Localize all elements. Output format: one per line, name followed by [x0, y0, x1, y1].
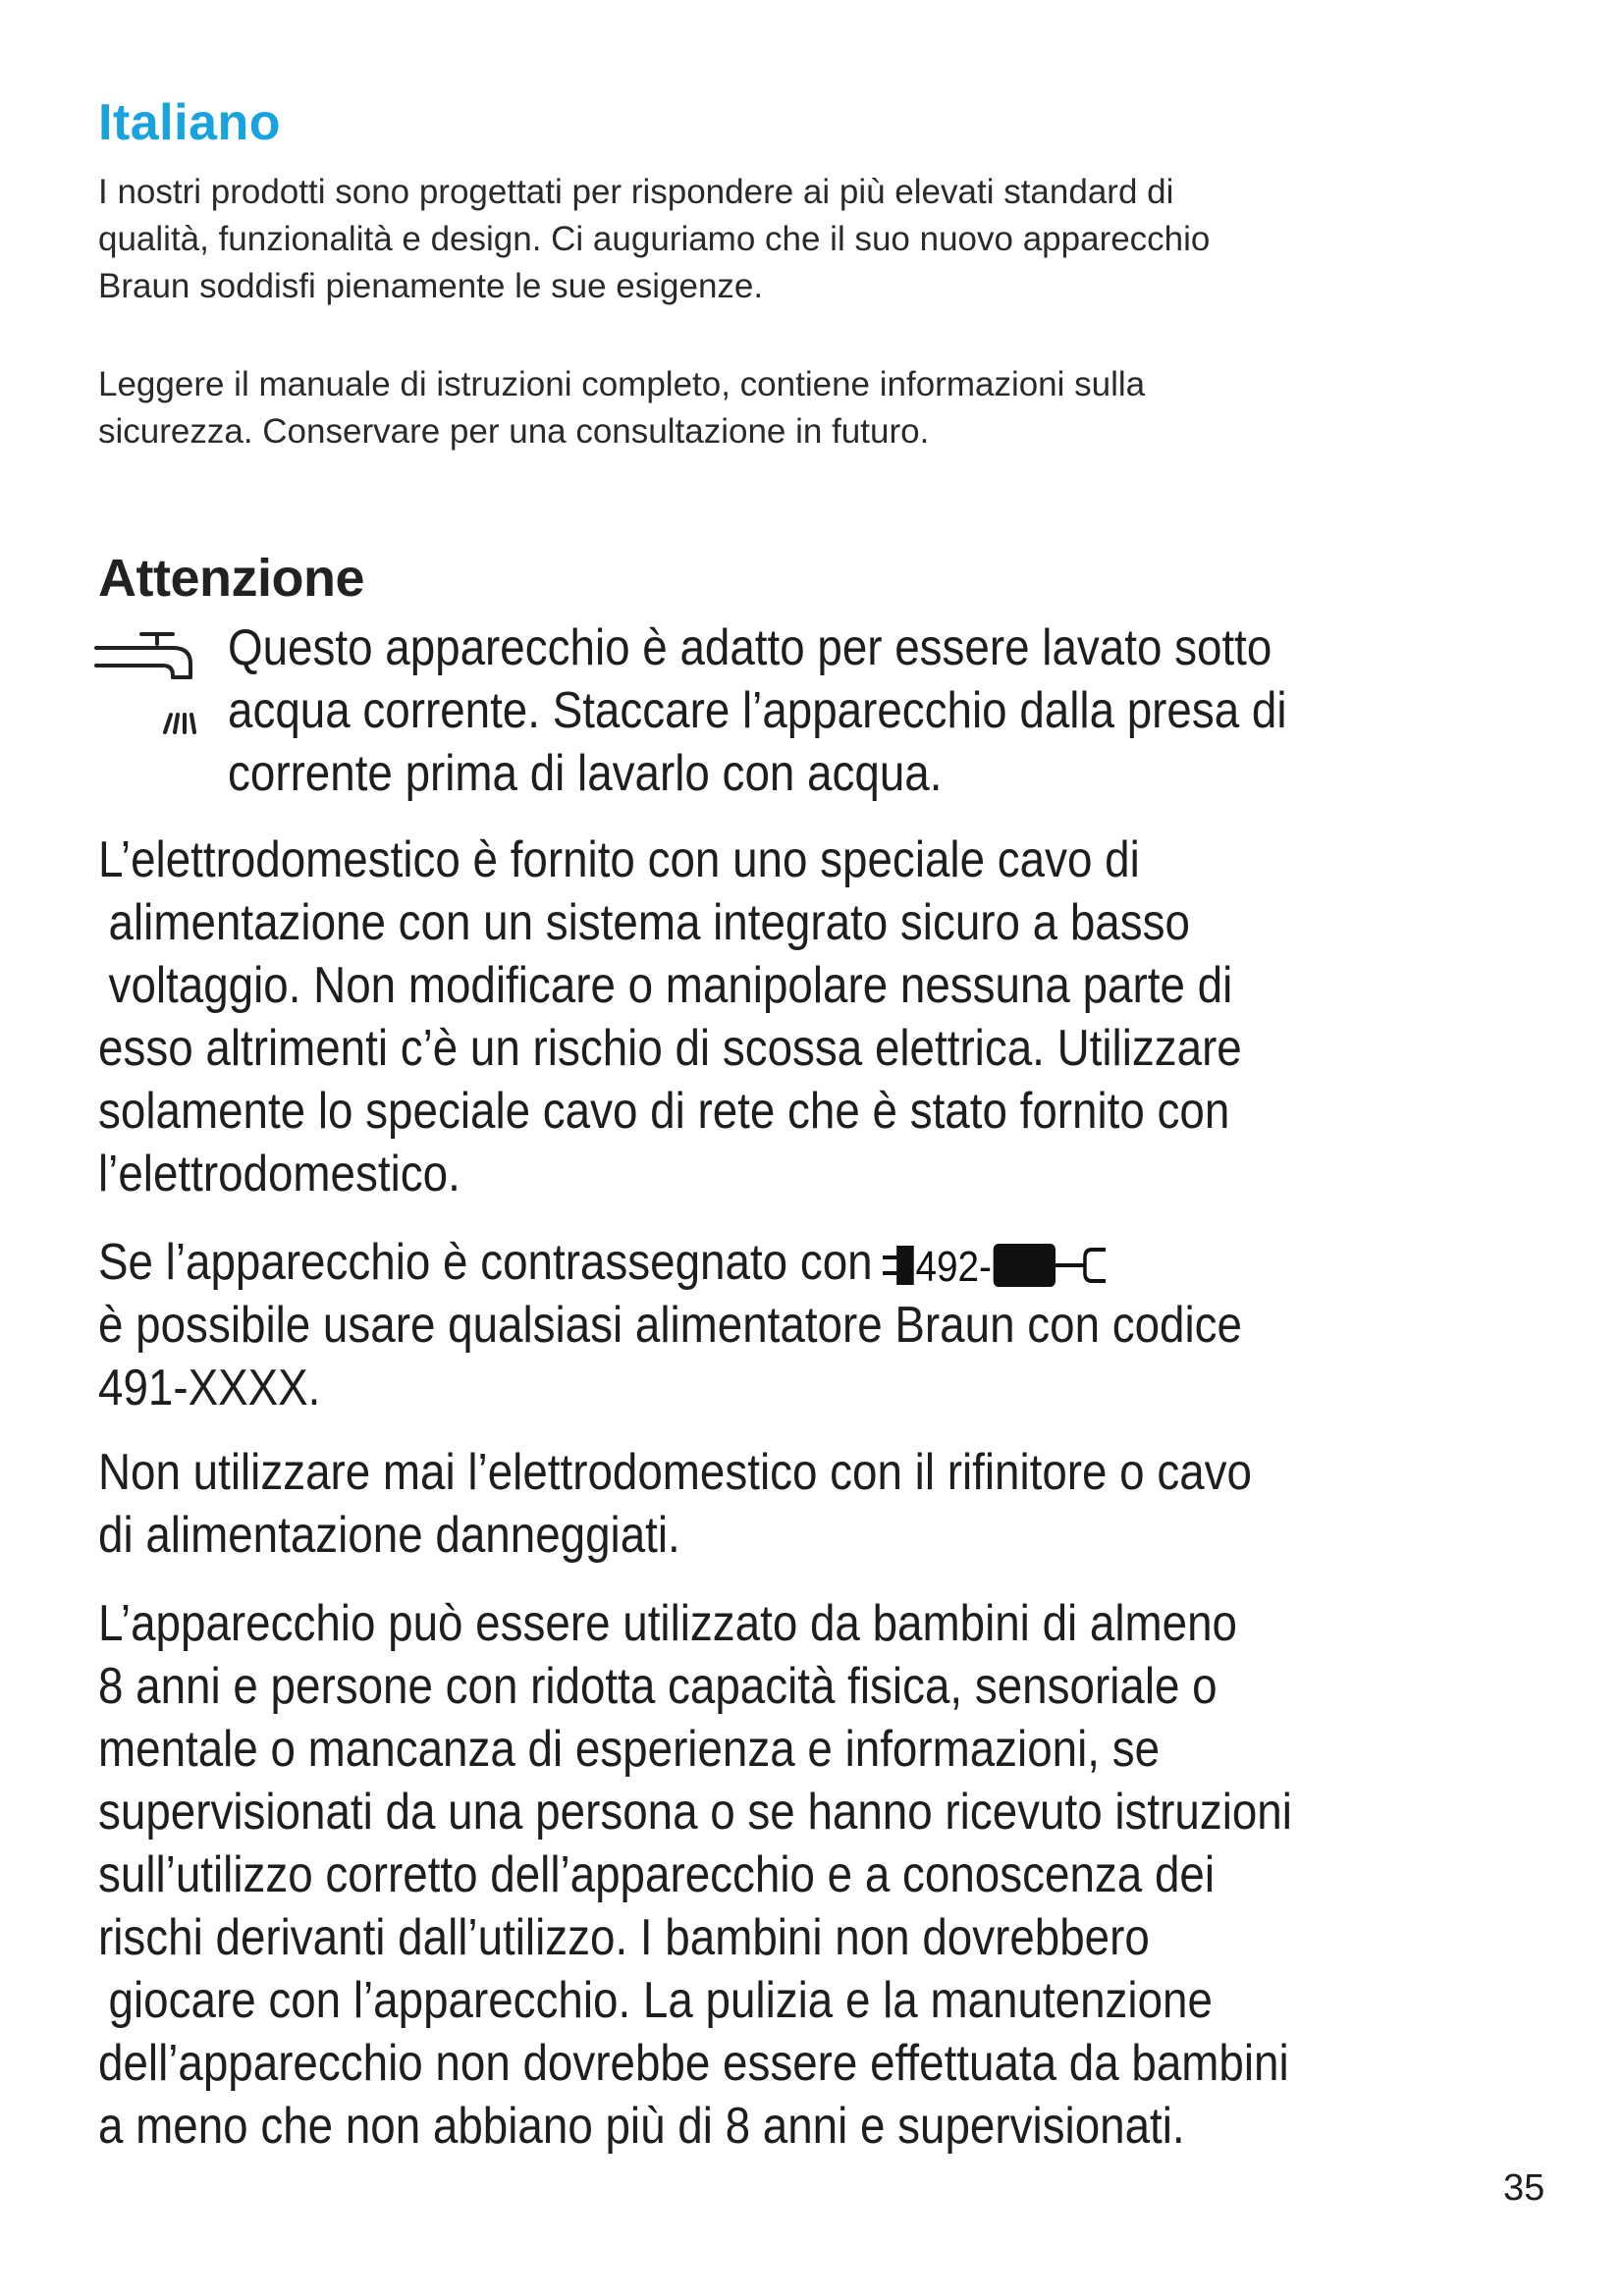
text-line: alimentazione con un sistema integrato sicuro a basso: [108, 894, 1190, 951]
text-line: I nostri prodotti sono progettati per rispondere ai più elevati standard di: [98, 173, 1174, 211]
text-line: supervisionati da una persona o se hanno ricevuto istruzioni: [98, 1784, 1292, 1841]
text-line: mentale o mancanza di esperienza e informazioni, se: [98, 1721, 1161, 1778]
text-line: L’elettrodomestico è fornito con uno speciale cavo di: [98, 831, 1140, 888]
plug-code-text: 492-: [915, 1241, 993, 1291]
text-line: a meno che non abbiano più di 8 anni e supervisionati.: [98, 2098, 1185, 2155]
page-number: 35: [1503, 2167, 1545, 2209]
text-line: sull’utilizzo corretto dell’apparecchio e a conoscenza dei: [98, 1846, 1216, 1903]
marking-text: Se l’apparecchio è contrassegnato con: [98, 1234, 873, 1291]
power-supply-paragraph: [98, 1231, 1589, 1419]
intro-paragraph: [98, 169, 1551, 310]
language-heading: Italiano: [98, 94, 282, 151]
text-line: Non utilizzare mai l’elettrodomestico con il rifinitore o cavo: [98, 1444, 1252, 1501]
manual-notice-paragraph: [98, 361, 1551, 455]
text-line: [98, 1231, 1589, 1294]
text-line: dell’apparecchio non dovrebbe essere effettuata da bambini: [98, 2035, 1289, 2092]
text-line: Questo apparecchio è adatto per essere lavato sotto: [228, 619, 1272, 676]
text-line: Braun soddisfi pienamente le sue esigenze.: [98, 267, 764, 305]
children-usage-paragraph: [98, 1592, 1589, 2158]
cable-warning-paragraph: [98, 828, 1589, 1205]
text-line: 8 anni e persone con ridotta capacità fisica, sensoriale o: [98, 1658, 1218, 1715]
text-line: rischi derivanti dall’utilizzo. I bambini non dovrebbero: [98, 1909, 1150, 1966]
power-supply-plug-icon: [880, 1240, 1114, 1291]
text-line: 491-XXXX.: [98, 1360, 321, 1416]
text-line: qualità, funzionalità e design. Ci auguriamo che il suo nuovo apparecchio: [98, 220, 1211, 258]
text-line: esso altrimenti c’è un rischio di scossa elettrica. Utilizzare: [98, 1020, 1242, 1077]
text-line: l’elettrodomestico.: [98, 1146, 460, 1202]
text-line: L’apparecchio può essere utilizzato da bambini di almeno: [98, 1595, 1237, 1652]
text-line: voltaggio. Non modificare o manipolare nessuna parte di: [108, 957, 1233, 1014]
text-line: di alimentazione danneggiati.: [98, 1507, 680, 1564]
text-line: acqua corrente. Staccare l’apparecchio dalla presa di: [228, 682, 1287, 739]
text-line: solamente lo speciale cavo di rete che è stato fornito con: [98, 1083, 1230, 1140]
text-line: corrente prima di lavarlo con acqua.: [228, 745, 943, 802]
warning-heading: Attenzione: [98, 549, 364, 608]
washable-under-tap-icon: [94, 628, 216, 738]
text-line: sicurezza. Conservare per una consultazione in futuro.: [98, 412, 930, 451]
washable-warning-text: [228, 616, 1606, 805]
text-line: è possibile usare qualsiasi alimentatore Braun con codice: [98, 1297, 1243, 1354]
damaged-cable-paragraph: [98, 1441, 1589, 1567]
text-line: Leggere il manuale di istruzioni completo, contiene informazioni sulla: [98, 365, 1146, 403]
text-line: giocare con l’apparecchio. La pulizia e la manutenzione: [108, 1972, 1213, 2029]
